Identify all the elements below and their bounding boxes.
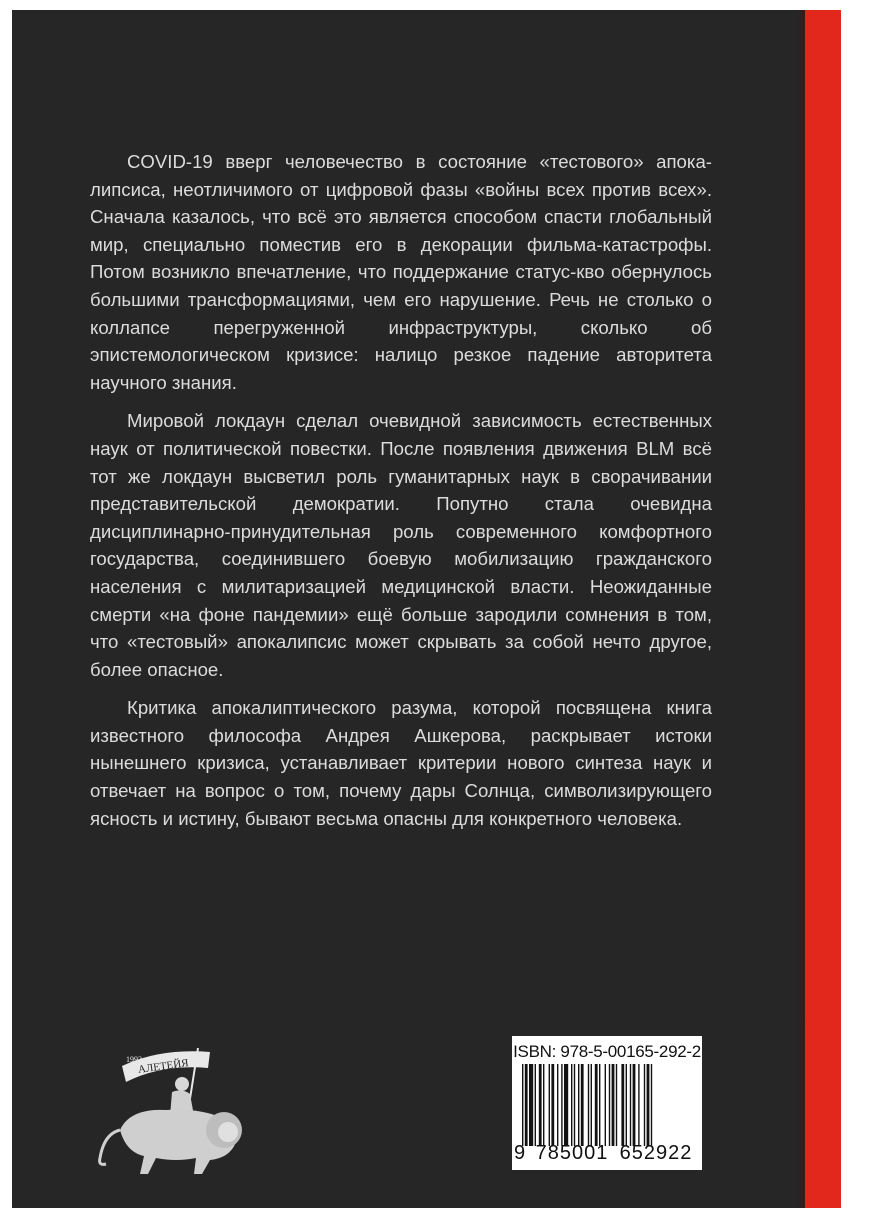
- barcode-digits: [514, 1142, 700, 1165]
- isbn-label: ISBN: 978-5-00165-292-2: [513, 1042, 701, 1061]
- publisher-logo: [90, 1038, 260, 1178]
- barcode-digit-first: 9: [514, 1142, 526, 1164]
- paragraph-2: Мировой локдаун сделал очевидной зависимость естественных наук от политической повестки. После появления движения BLM всё тот же локдаун высветил роль гуманитарных наук в сворачивании представительской демократии. Попутно стала очевидна дисциплинарно-принудительная роль современного комфортного государства, соединившего боевую мобилизацию гражданского населения с милитаризацией медицинской власти. Неожиданные смерти «на фоне пандемии» ещё больше зародили сомнения в том, что «тестовый» апокалипсис может скрывать за собой нечто другое, более опасное.: [90, 410, 712, 680]
- logo-year: 1992: [126, 1055, 142, 1064]
- paragraph-3: Критика апокалиптического разума, которой посвящена книга известного философа Андрея Ашкерова, раскрывает истоки нынешнего кризиса, устанавливает критерии нового синтеза наук и отвечает на вопрос о том, почему дары Солнца, символизирующего ясность и истину, бывают весьма опасны для конкретного человека.: [90, 697, 712, 829]
- annotation-text: [90, 148, 712, 843]
- paragraph-1: COVID-19 вверг человечество в состояние «тестового» апокалипсиса, неотличимого от цифровой фазы «войны всех против всех». Сначала казалось, что всё это является способом спасти глобальный мир, специально поместив его в декорации фильма-катастрофы. Потом возникло впечатление, что поддержание статус-кво обернулось большими трансформациями, чем его нарушение. Речь не столько о коллапсе перегруженной инфраструктуры, сколько об эпистемологическом кризисе: налицо резкое падение авторитета научного знания.: [90, 151, 712, 393]
- red-spine: [805, 10, 841, 1208]
- barcode-digits-right: 652922: [619, 1142, 693, 1164]
- barcode-icon: [522, 1064, 694, 1146]
- barcode-digits-left: 785001: [535, 1142, 609, 1164]
- barcode-panel: [512, 1036, 702, 1170]
- lion-rider-logo-icon: [90, 1038, 260, 1178]
- logo-name: АЛЕТЕЙЯ: [137, 1057, 190, 1077]
